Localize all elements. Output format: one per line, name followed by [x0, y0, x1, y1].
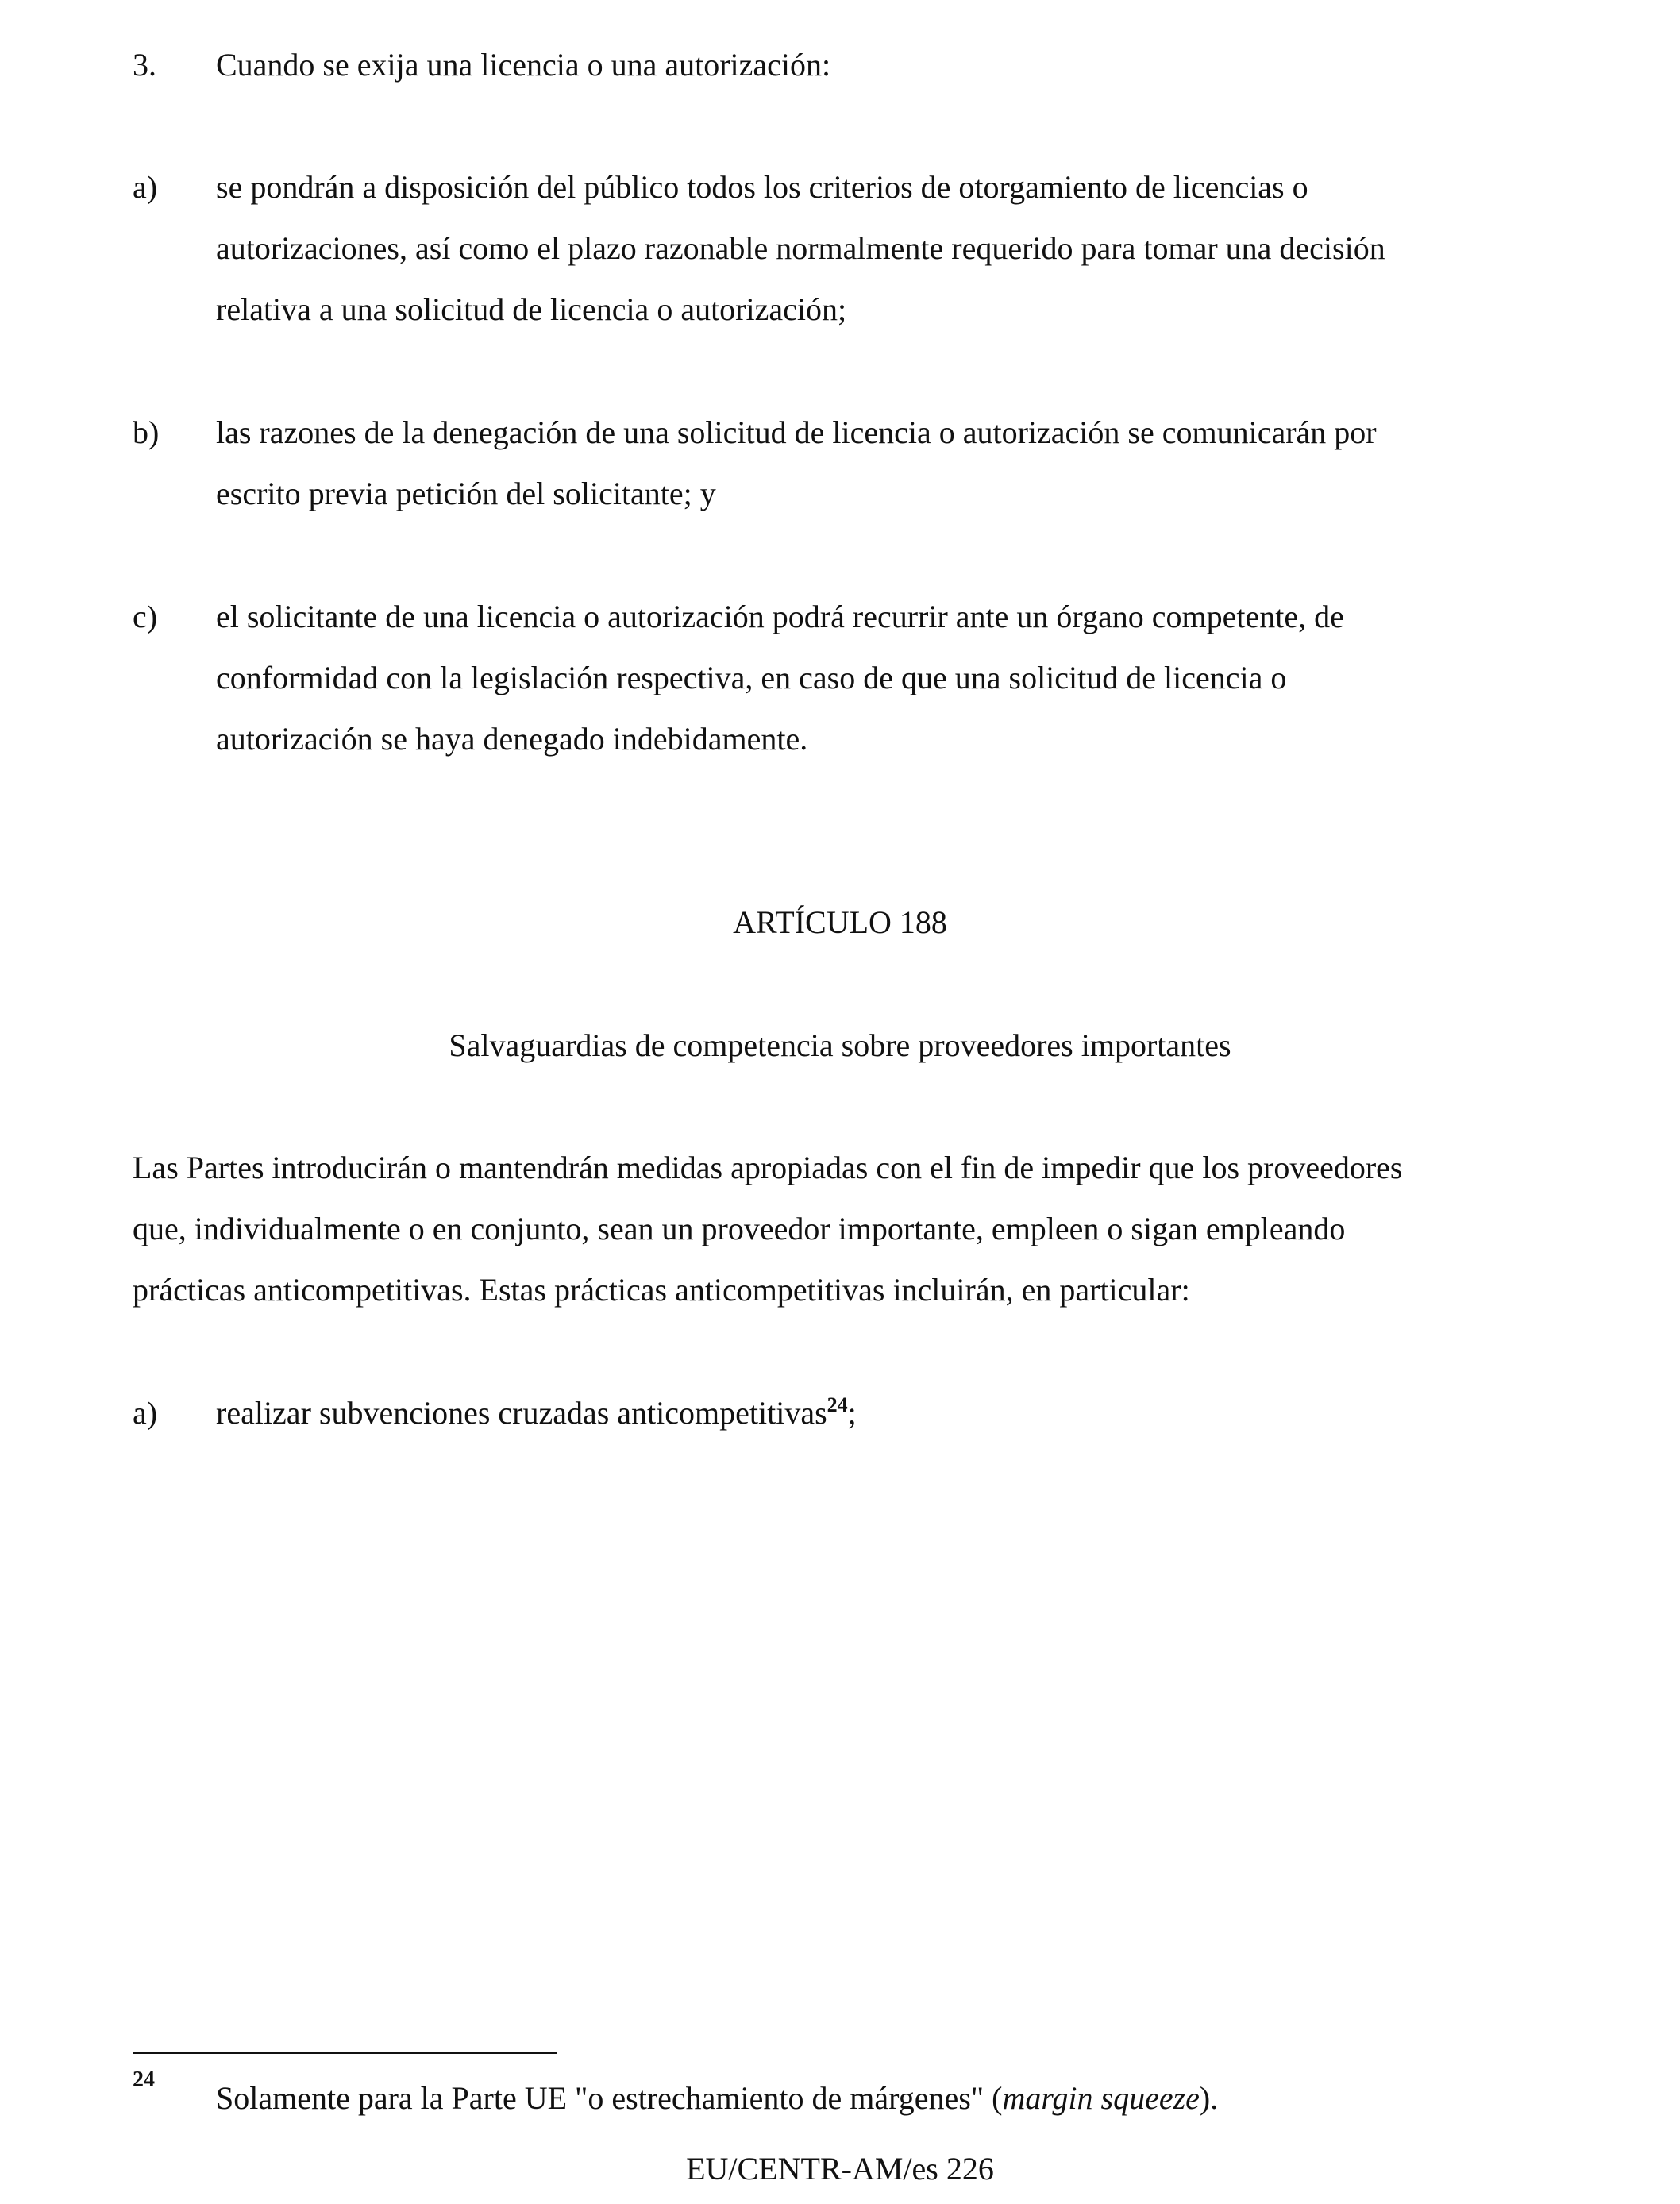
section-number: 3.	[133, 47, 156, 83]
footnote-text	[216, 2079, 1218, 2118]
page-footer-reference: EU/CENTR-AM/es 226	[686, 2151, 994, 2187]
article-intro-line-1: Las Partes introducirán o mantendrán medidas apropiadas con el fin de impedir que los proveedores	[133, 1150, 1403, 1185]
footnote-text-before: Solamente para la Parte UE "o estrechamiento de márgenes" (	[216, 2080, 1003, 2116]
item-a-line-1: se pondrán a disposición del público todos los criterios de otorgamiento de licencias o	[216, 169, 1308, 205]
article-subtitle: Salvaguardias de competencia sobre proveedores importantes	[449, 1027, 1231, 1063]
item-b-label: b)	[133, 414, 160, 450]
article-item-a-text: realizar subvenciones cruzadas anticompetitivas	[216, 1395, 827, 1431]
item-a-line-3: relativa a una solicitud de licencia o autorización;	[216, 291, 847, 327]
article-intro-line-3: prácticas anticompetitivas. Estas prácticas anticompetitivas incluirán, en particular:	[133, 1272, 1190, 1308]
item-b-line-1: las razones de la denegación de una solicitud de licencia o autorización se comunicarán por	[216, 414, 1377, 450]
item-a-label: a)	[133, 169, 158, 205]
footnote-text-italic: margin squeeze	[1002, 2080, 1200, 2116]
item-c-label: c)	[133, 599, 158, 634]
item-b-line-2: escrito previa petición del solicitante; y	[216, 476, 716, 511]
section-heading: Cuando se exija una licencia o una autorización:	[216, 47, 831, 83]
footnote-separator	[133, 2052, 557, 2054]
article-item-a-label: a)	[133, 1395, 158, 1431]
item-a-line-2: autorizaciones, así como el plazo razonable normalmente requerido para tomar una decisión	[216, 230, 1385, 266]
footnote-number: 24	[133, 2067, 155, 2092]
item-c-line-2: conformidad con la legislación respectiva, en caso de que una solicitud de licencia o	[216, 660, 1287, 695]
footnote-reference[interactable]: 24	[827, 1393, 848, 1416]
article-item-a	[216, 1393, 857, 1433]
item-c-line-3: autorización se haya denegado indebidamente.	[216, 721, 808, 757]
article-item-a-trailing: ;	[847, 1395, 857, 1431]
article-intro-line-2: que, individualmente o en conjunto, sean un proveedor importante, empleen o sigan empleando	[133, 1211, 1346, 1246]
article-title: ARTÍCULO 188	[733, 904, 947, 940]
item-c-line-1: el solicitante de una licencia o autorización podrá recurrir ante un órgano competente, de	[216, 599, 1344, 634]
footnote-text-after: ).	[1199, 2080, 1219, 2116]
